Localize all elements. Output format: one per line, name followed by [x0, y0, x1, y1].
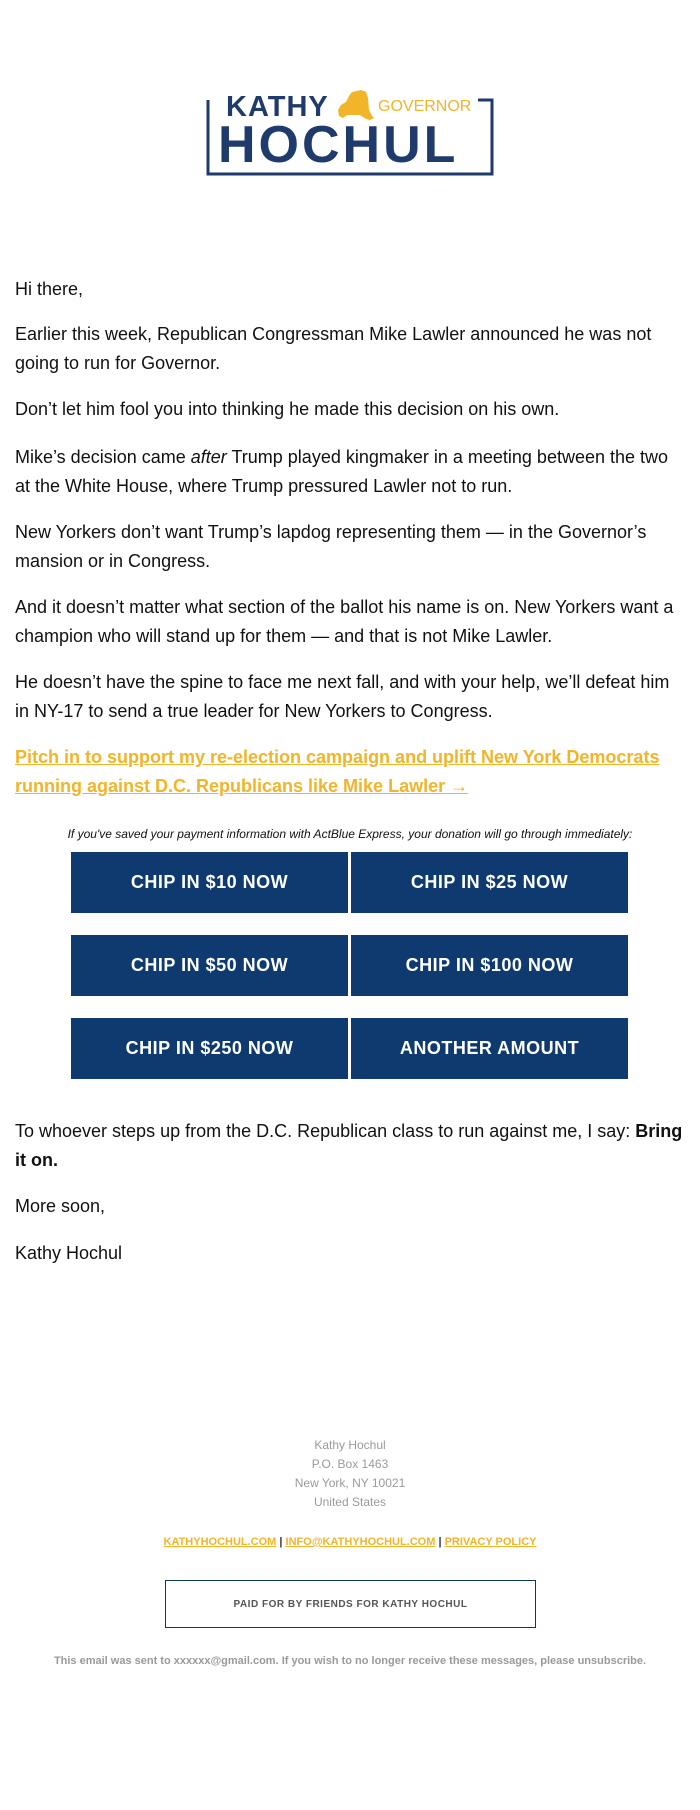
privacy-policy-link[interactable]: PRIVACY POLICY — [444, 1536, 537, 1548]
footer-address-po-box: P.O. Box 1463 — [311, 1457, 389, 1471]
paragraph-2: Don’t let him fool you into thinking he made this decision on his own. — [15, 399, 560, 419]
paragraph-7-text: To whoever steps up from the D.C. Republican class to run against me, I say: — [15, 1121, 636, 1141]
chip-in-50-button[interactable]: CHIP IN $50 NOW — [71, 935, 348, 996]
paragraph-4: New Yorkers don’t want Trump’s lapdog representing them — in the Governor’s mansion or in Congress. — [15, 522, 647, 571]
logo — [0, 88, 700, 178]
paragraph-1: Earlier this week, Republican Congressman Mike Lawler announced he was not going to run for Governor. — [15, 324, 652, 373]
greeting: Hi there, — [15, 279, 84, 299]
chip-in-25-button[interactable]: CHIP IN $25 NOW — [351, 852, 628, 913]
link-separator: | — [438, 1536, 442, 1548]
signoff: More soon, — [15, 1196, 106, 1216]
donate-cta-link[interactable]: Pitch in to support my re-election campaign and uplift New York Democrats running against D.C. Republicans like Mike Lawler → — [15, 747, 660, 796]
paragraph-7-bold: Bring it on. — [15, 1121, 683, 1170]
paragraph-3-emphasis: after — [190, 447, 227, 467]
logo-last-name: HOCHUL — [218, 116, 459, 174]
paragraph-6: He doesn’t have the spine to face me next fall, and with your help, we’ll defeat him in NY-17 to send a true leader for New Yorkers to Congress. — [15, 672, 670, 721]
signature: Kathy Hochul — [15, 1243, 123, 1263]
footer-address — [0, 1436, 700, 1512]
unsubscribe-text: This email was sent to xxxxxx@gmail.com. If you wish to no longer receive these messages, please unsubscribe. — [53, 1655, 647, 1667]
footer-address-city: New York, NY 10021 — [294, 1476, 406, 1490]
footer-address-country: United States — [313, 1495, 387, 1509]
paragraph-3 — [15, 443, 685, 501]
website-link[interactable]: KATHYHOCHUL.COM — [163, 1536, 277, 1548]
paragraph-7 — [15, 1117, 685, 1175]
chip-in-10-button[interactable]: CHIP IN $10 NOW — [71, 852, 348, 913]
paid-for-disclaimer: PAID FOR BY FRIENDS FOR KATHY HOCHUL — [165, 1580, 536, 1628]
kathy-hochul-logo — [200, 88, 500, 178]
logo-title: GOVERNOR — [378, 98, 472, 115]
paragraph-3-end: Trump played kingmaker in a meeting between the two at the White House, where Trump pressured Lawler not to run. — [15, 447, 669, 496]
footer-address-name: Kathy Hochul — [314, 1438, 386, 1452]
paragraph-3-start: Mike’s decision came — [15, 447, 191, 467]
actblue-express-note: If you've saved your payment information with ActBlue Express, your donation will go through immediately: — [67, 827, 633, 841]
email-link[interactable]: INFO@KATHYHOCHUL.COM — [285, 1536, 436, 1548]
paragraph-5: And it doesn’t matter what section of the ballot his name is on. New Yorkers want a champion who will stand up for them — and that is not Mike Lawler. — [15, 597, 674, 646]
chip-in-250-button[interactable]: CHIP IN $250 NOW — [71, 1018, 348, 1079]
footer-links — [0, 1536, 700, 1548]
chip-in-100-button[interactable]: CHIP IN $100 NOW — [351, 935, 628, 996]
another-amount-button[interactable]: ANOTHER AMOUNT — [351, 1018, 628, 1079]
link-separator: | — [279, 1536, 283, 1548]
logo-first-name: KATHY — [226, 91, 329, 123]
